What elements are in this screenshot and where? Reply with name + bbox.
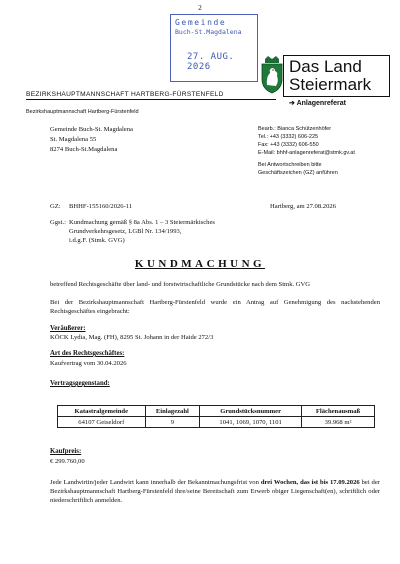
contact-line: Bearb.: Bianca Schützenhöfer bbox=[258, 126, 332, 132]
column-header: Flächenausmaß bbox=[302, 406, 375, 417]
contract-object-heading: Vertragsgegenstand: bbox=[50, 380, 110, 387]
application-text: Bei der Bezirkshauptmannschaft Hartberg-Fürstenfeld wurde ein Antrag auf Genehmigung des nachstehenden Rechtsgeschäftes eingebracht: bbox=[50, 299, 380, 315]
stamp-line-2: Buch-St.Magdalena bbox=[175, 28, 242, 36]
authority-name: BEZIRKSHAUPTMANNSCHAFT HARTBERG-FÜRSTENFELD bbox=[26, 91, 224, 98]
department-name: Anlagenreferat bbox=[296, 100, 346, 107]
contact-line: Tel.: +43 (3332) 606-225 bbox=[258, 134, 319, 140]
stamp-line-1: Gemeinde bbox=[175, 18, 227, 27]
closing-text-part: Jede Landwirtin/jeder Landwirt kann innerhalb der Bekanntmachungsfrist von bbox=[50, 479, 261, 486]
arrow-right-icon: ➔ bbox=[289, 100, 295, 107]
department-label bbox=[289, 99, 346, 107]
column-header: Einlagezahl bbox=[145, 406, 200, 417]
subject-line: Grundverkehrsgesetz, LGBl Nr. 134/1993, bbox=[69, 228, 182, 235]
received-stamp bbox=[170, 14, 258, 82]
price-value: € 299.760,00 bbox=[50, 458, 85, 465]
page-number: 2 bbox=[198, 4, 202, 12]
transaction-value: Kaufvertrag vom 30.04.2026 bbox=[50, 360, 127, 367]
subject-label: Ggst.: bbox=[50, 219, 66, 226]
land-steiermark-logo bbox=[283, 55, 390, 97]
closing-text bbox=[50, 478, 380, 505]
price-heading: Kaufpreis: bbox=[50, 448, 82, 455]
table-row bbox=[58, 417, 375, 428]
intro-text: betreffend Rechtsgeschäfte über land- und forstwirtschaftliche Grundstücke nach dem Stmk. GVG bbox=[50, 281, 311, 288]
gz-label: GZ: bbox=[50, 203, 61, 210]
seller-heading: Veräußerer: bbox=[50, 325, 86, 332]
header-divider bbox=[26, 99, 276, 100]
table-cell: 64107 Geiseldorf bbox=[58, 417, 146, 428]
table-cell: 9 bbox=[145, 417, 200, 428]
stamp-date: 27. AUG. 2026 bbox=[187, 52, 235, 72]
contact-line: E-Mail: bhhf-anlagenreferat@stmk.gv.at bbox=[258, 150, 355, 156]
table-header-row bbox=[58, 406, 375, 417]
gz-value: BHHF-155160/2026-11 bbox=[69, 203, 133, 210]
deadline-text: drei Wochen, das ist bis 17.09.2026 bbox=[260, 479, 360, 486]
closing-text-part: bei der Bezirkshauptmannschaft Hartberg-Fürstenfeld ihre/seine Bereitschaft zum Erwerb obiger Liegenschaft(en), schriftlich oder niederschriftlich anmelden. bbox=[50, 479, 380, 504]
column-header: Katastralgemeinde bbox=[58, 406, 146, 417]
subject-line: Kundmachung gemäß § 8a Abs. 1 – 3 Steiermärkisches bbox=[69, 219, 215, 226]
recipient-line: St. Magdalena 55 bbox=[50, 136, 97, 143]
reply-note-line: Geschäftszeichen (GZ) anführen bbox=[258, 170, 338, 176]
table-cell: 39.968 m² bbox=[302, 417, 375, 428]
seller-value: KÖCK Lydia, Mag. (FH), 8295 St. Johann in der Haide 272/3 bbox=[50, 334, 214, 341]
logo-text-line-2: Steiermark bbox=[289, 75, 372, 94]
table-cell: 1041, 1069, 1070, 1101 bbox=[200, 417, 302, 428]
logo-text-line-1: Das Land bbox=[289, 57, 362, 76]
plots-table bbox=[57, 405, 375, 428]
recipient-line: 8274 Buch-St.Magdalena bbox=[50, 146, 118, 153]
contact-line: Fax: +43 (3332) 606-550 bbox=[258, 142, 319, 148]
column-header: Grundstücksnummer bbox=[200, 406, 302, 417]
reply-note-line: Bei Antwortschreiben bitte bbox=[258, 162, 322, 168]
sender-line: Bezirkshauptmannschaft Hartberg-Fürstenfeld bbox=[26, 109, 139, 115]
transaction-heading: Art des Rechtsgeschäftes: bbox=[50, 350, 125, 357]
document-title: KUNDMACHUNG bbox=[134, 258, 266, 270]
document-date: Hartberg, am 27.08.2026 bbox=[270, 203, 336, 210]
subject-line: i.d.g.F. (Stmk. GVG) bbox=[69, 237, 125, 244]
recipient-line: Gemeinde Buch-St. Magdalena bbox=[50, 126, 133, 133]
